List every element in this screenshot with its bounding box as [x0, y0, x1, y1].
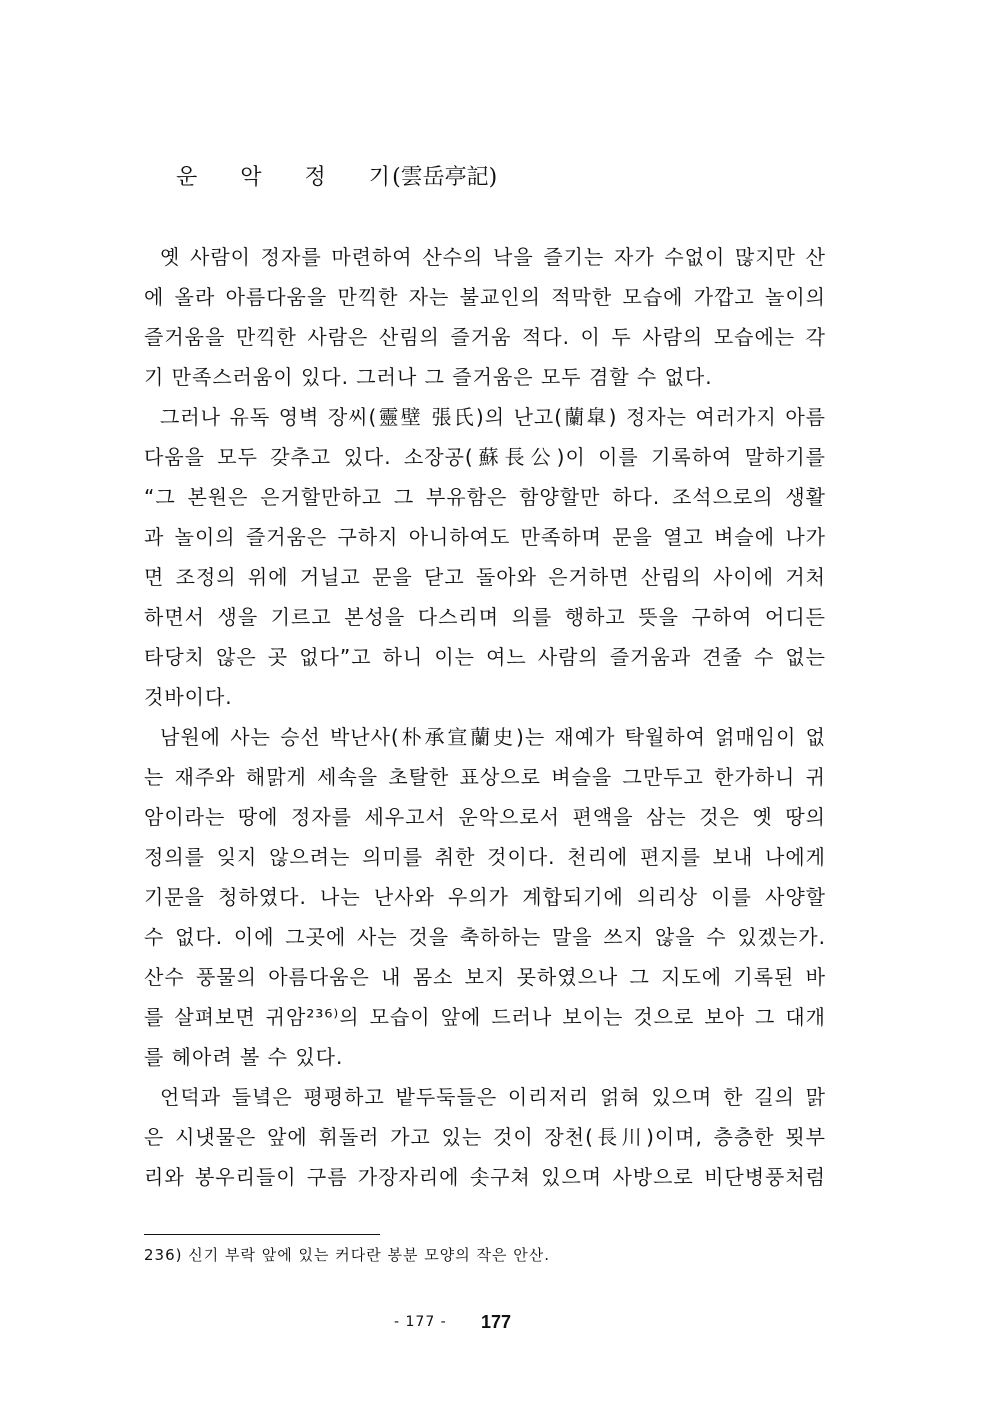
text-line: 옛 사람이 정자를 마련하여 산수의 낙을 즐기는 자가 수없이 많지만 산 [160, 245, 826, 269]
title-char: 정 [304, 165, 328, 190]
page-number-stamp: 177 [481, 1312, 512, 1332]
text-line: 에 올라 아름다움을 만끽한 자는 불교인의 적막한 모습에 가깝고 놀이의 [144, 285, 826, 309]
text-line: 하면서 생을 기르고 본성을 다스리며 의를 행하고 뜻을 구하여 어디든 [144, 605, 826, 629]
text-line: 를 헤아려 볼 수 있다. [144, 1045, 344, 1069]
text-line: 즐거움을 만끽한 사람은 산림의 즐거움 적다. 이 두 사람의 모습에는 각 [144, 325, 826, 349]
text-line: 기문을 청하였다. 나는 난사와 우의가 계합되기에 의리상 이를 사양할 [144, 885, 826, 909]
footnote-divider [144, 1234, 380, 1235]
text-line: 면 조정의 위에 거닐고 문을 닫고 돌아와 은거하면 산림의 사이에 거처 [144, 565, 826, 589]
text-line: 남원에 사는 승선 박난사(朴承宣蘭史)는 재예가 탁월하여 얽매임이 없 [160, 725, 826, 749]
title-hanja: (雲岳亭記) [392, 165, 498, 190]
text-line: 타당치 않은 곳 없다”고 하니 이는 여느 사람의 즐거움과 견줄 수 없는 [144, 645, 826, 669]
title-char: 기 [368, 165, 393, 190]
title-char: 운 [176, 165, 200, 190]
text-line: 수 없다. 이에 그곳에 사는 것을 축하하는 말을 쓰지 않을 수 있겠는가. [144, 925, 826, 949]
text-line: 기 만족스러움이 있다. 그러나 그 즐거움은 모두 겸할 수 없다. [144, 365, 713, 389]
text-line: 암이라는 땅에 정자를 세우고서 운악으로서 편액을 삼는 것은 옛 땅의 [144, 805, 826, 829]
text-line: 그러나 유독 영벽 장씨(靈壁 張氏)의 난고(蘭皐) 정자는 여러가지 아름 [160, 405, 826, 429]
text-line: 언덕과 들녘은 평평하고 밭두둑들은 이리저리 얽혀 있으며 한 길의 맑 [160, 1085, 826, 1109]
text-line: 리와 봉우리들이 구름 가장자리에 솟구쳐 있으며 사방으로 비단병풍처럼 [144, 1165, 826, 1189]
text-line: 것바이다. [144, 685, 233, 709]
text-line: 산수 풍물의 아름다움은 내 몸소 보지 못하였으나 그 지도에 기록된 바 [144, 965, 826, 989]
text-line: 정의를 잊지 않으려는 의미를 취한 것이다. 천리에 편지를 보내 나에게 [144, 845, 826, 869]
section-title [176, 160, 497, 191]
text-line: 를 살펴보면 귀암²³⁶⁾의 모습이 앞에 드러나 보이는 것으로 보아 그 대개 [144, 1005, 826, 1029]
text-line: 는 재주와 해맑게 세속을 초탈한 표상으로 벼슬을 그만두고 한가하니 귀 [144, 765, 826, 789]
title-char: 악 [240, 165, 264, 190]
footnote: 236) 신기 부락 앞에 있는 커다란 봉분 모양의 작은 안산. [144, 1246, 550, 1264]
text-line: 과 놀이의 즐거움은 구하지 아니하여도 만족하며 문을 열고 벼슬에 나가 [144, 525, 826, 549]
text-line: 은 시냇물은 앞에 휘돌러 가고 있는 것이 장천(長川)이며, 층층한 묏부 [144, 1125, 826, 1149]
text-line: 다움을 모두 갖추고 있다. 소장공(蘇長公)이 이를 기록하여 말하기를 [144, 445, 826, 469]
page-number: - 177 - [394, 1314, 447, 1330]
text-line: “그 본원은 은거할만하고 그 부유함은 함양할만 하다. 조석으로의 생활 [144, 485, 826, 509]
body-text [144, 243, 826, 1203]
